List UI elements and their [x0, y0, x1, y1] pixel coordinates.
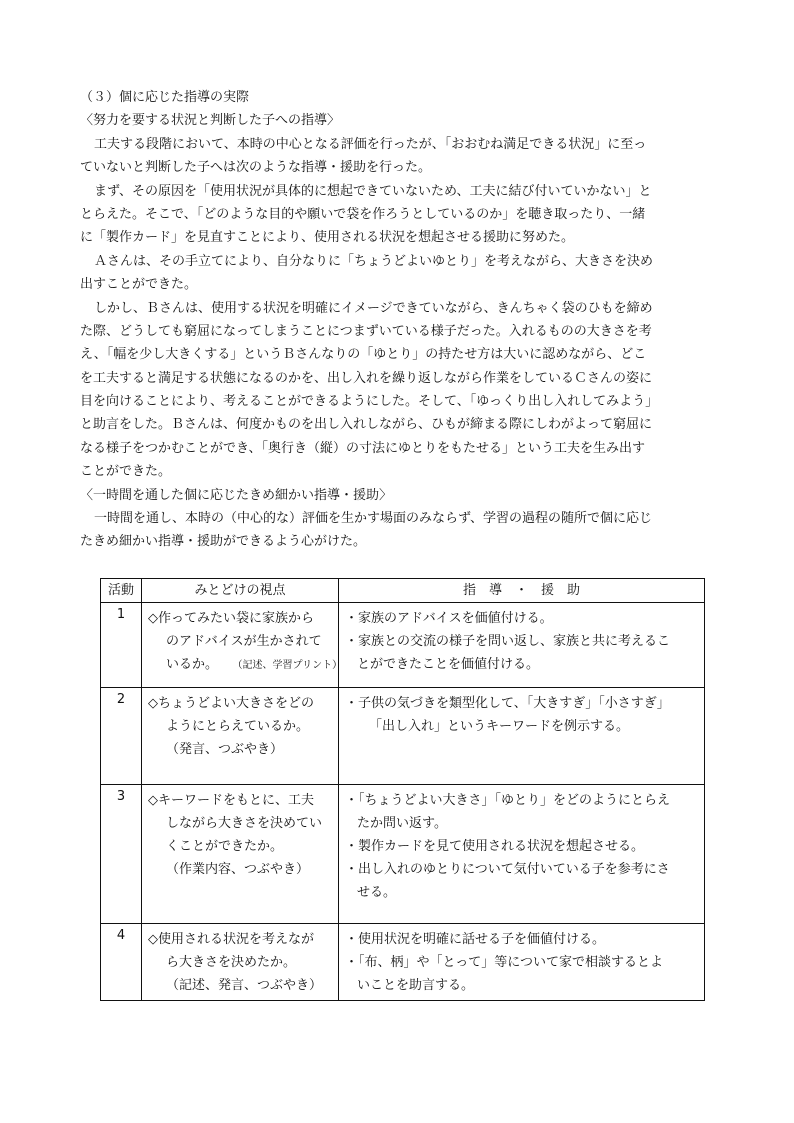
body-text	[80, 86, 720, 554]
table-row	[101, 603, 705, 688]
paragraph-line: 工夫する段階において、本時の中心となる評価を行ったが、「おおむね満足できる状況」に至っ	[94, 136, 647, 152]
support-line: とができたことを価値付ける。	[357, 657, 540, 672]
viewpoint-line: （記述、発言、つぶやき）	[166, 978, 323, 993]
table-row	[101, 924, 705, 1001]
activity-number: 1	[101, 603, 142, 688]
viewpoint-line: ようにとらえているか。	[166, 719, 310, 734]
support-line: ・「ちょうどよい大きさ」「ゆとり」をどのようにとらえ	[345, 793, 671, 808]
support-line: ・使用状況を明確に話せる子を価値付ける。	[345, 932, 606, 947]
viewpoint-cell	[142, 785, 339, 924]
subheading-individual: 〈一時間を通した個に応じたきめ細かい指導・援助〉	[80, 487, 393, 503]
paragraph-line: た際、どうしても窮屈になってしまうことにつまずいている様子だった。入れるものの大きさを考	[80, 323, 652, 339]
activity-number: 4	[101, 924, 142, 1001]
viewpoint-cell	[142, 688, 339, 785]
viewpoint-line	[148, 653, 343, 677]
viewpoint-line: のアドバイスが生かされて	[166, 634, 322, 649]
support-cell	[339, 688, 705, 785]
support-line: いことを助言する。	[357, 978, 475, 993]
guidance-table	[100, 578, 705, 1001]
support-line: ・家族との交流の様子を問い返し、家族と共に考えるこ	[345, 634, 671, 649]
paragraph-line: え、「幅を少し大きくする」というＢさんなりの「ゆとり」の持たせ方は大いに認めながら、どこ	[80, 347, 647, 363]
paragraph-line: 一時間を通し、本時の（中心的な）評価を生かす場面のみならず、学習の過程の随所で個に応じ	[94, 511, 652, 527]
support-cell	[339, 785, 705, 924]
viewpoint-line: しながら大きさを決めてい	[166, 816, 323, 831]
paragraph-line: 出すことができた。	[80, 277, 198, 293]
paragraph-line: を工夫すると満足する状態になるのかを、出し入れを繰り返しながら作業をしているＣさんの姿に	[80, 370, 653, 386]
table-row	[101, 785, 705, 924]
header-viewpoint: みとどけの視点	[142, 579, 339, 603]
header-activity: 活動	[101, 579, 142, 603]
viewpoint-line: ◇作ってみたい袋に家族から	[148, 611, 314, 626]
viewpoint-line: （発言、つぶやき）	[166, 742, 284, 757]
support-line: ・出し入れのゆとりについて気付いている子を参考にさ	[345, 862, 670, 877]
table-header-row	[101, 579, 705, 603]
paragraph-line: まず、その原因を「使用状況が具体的に想起できていないため、工夫に結び付いていかない」と	[94, 183, 652, 199]
paragraph-line: と助言をした。Ｂさんは、何度かものを出し入れしながら、ひもが締まる際にしわがよって窮屈に	[80, 417, 653, 433]
section-heading: （３）個に応じた指導の実際	[80, 90, 250, 105]
viewpoint-line: ◇使用される状況を考えなが	[148, 932, 314, 947]
support-line: ・「布、柄」や「とって」等について家で相談するとよ	[345, 955, 663, 970]
paragraph-line: Ａさんは、その手立てにより、自分なりに「ちょうどよいゆとり」を考えながら、大きさを決め	[94, 253, 654, 269]
table-row	[101, 688, 705, 785]
support-cell	[339, 924, 705, 1001]
support-line: ・製作カードを見て使用される状況を想起させる。	[345, 839, 645, 854]
activity-number: 2	[101, 688, 142, 785]
paragraph-line: とらえた。そこで、「どのような目的や願いで袋を作ろうとしているのか」を聴き取ったり、一緒	[80, 206, 646, 222]
viewpoint-line: （作業内容、つぶやき）	[166, 862, 310, 877]
paragraph-line: ていないと判断した子へは次のような指導・援助を行った。	[80, 160, 432, 176]
paragraph-line: しかし、Ｂさんは、使用する状況を明確にイメージできていながら、きんちゃく袋のひもを締め	[94, 300, 653, 316]
paragraph-line: なる様子をつかむことができ、「奥行き（縦）の寸法にゆとりをもたせる」という工夫を生み出す	[80, 440, 645, 456]
paragraph-line: ことができた。	[80, 464, 172, 480]
viewpoint-line: ◇キーワードをもとに、工夫	[148, 793, 314, 808]
viewpoint-note: （記述、学習プリント）	[237, 660, 343, 671]
paragraph-line: たきめ細かい指導・援助ができるよう心がけた。	[80, 534, 367, 550]
support-line: 「出し入れ」というキーワードを例示する。	[369, 719, 630, 734]
paragraph-line: に「製作カード」を見直すことにより、使用される状況を想起させる援助に努めた。	[80, 230, 575, 246]
support-cell	[339, 603, 705, 688]
viewpoint-cell	[142, 924, 339, 1001]
viewpoint-line: くことができたか。	[166, 839, 284, 854]
subheading-effort: 〈努力を要する状況と判断した子への指導〉	[80, 113, 341, 129]
support-line: せる。	[357, 885, 397, 900]
viewpoint-text: いるか。	[166, 657, 212, 672]
viewpoint-line: ら大きさを決めたか。	[166, 955, 297, 970]
header-support: 指 導 ・ 援 助	[339, 579, 705, 603]
viewpoint-cell	[142, 603, 343, 688]
support-line: たか問い返す。	[357, 816, 447, 831]
activity-number: 3	[101, 785, 142, 924]
viewpoint-line: ◇ちょうどよい大きさをどの	[148, 696, 314, 711]
paragraph-line: 目を向けることにより、考えることができるようにした。そして、「ゆっくり出し入れしてみよう」	[80, 394, 659, 410]
support-line: ・家族のアドバイスを価値付ける。	[345, 611, 553, 626]
support-line: ・子供の気づきを類型化して、「大きすぎ」「小さすぎ」	[345, 696, 670, 711]
